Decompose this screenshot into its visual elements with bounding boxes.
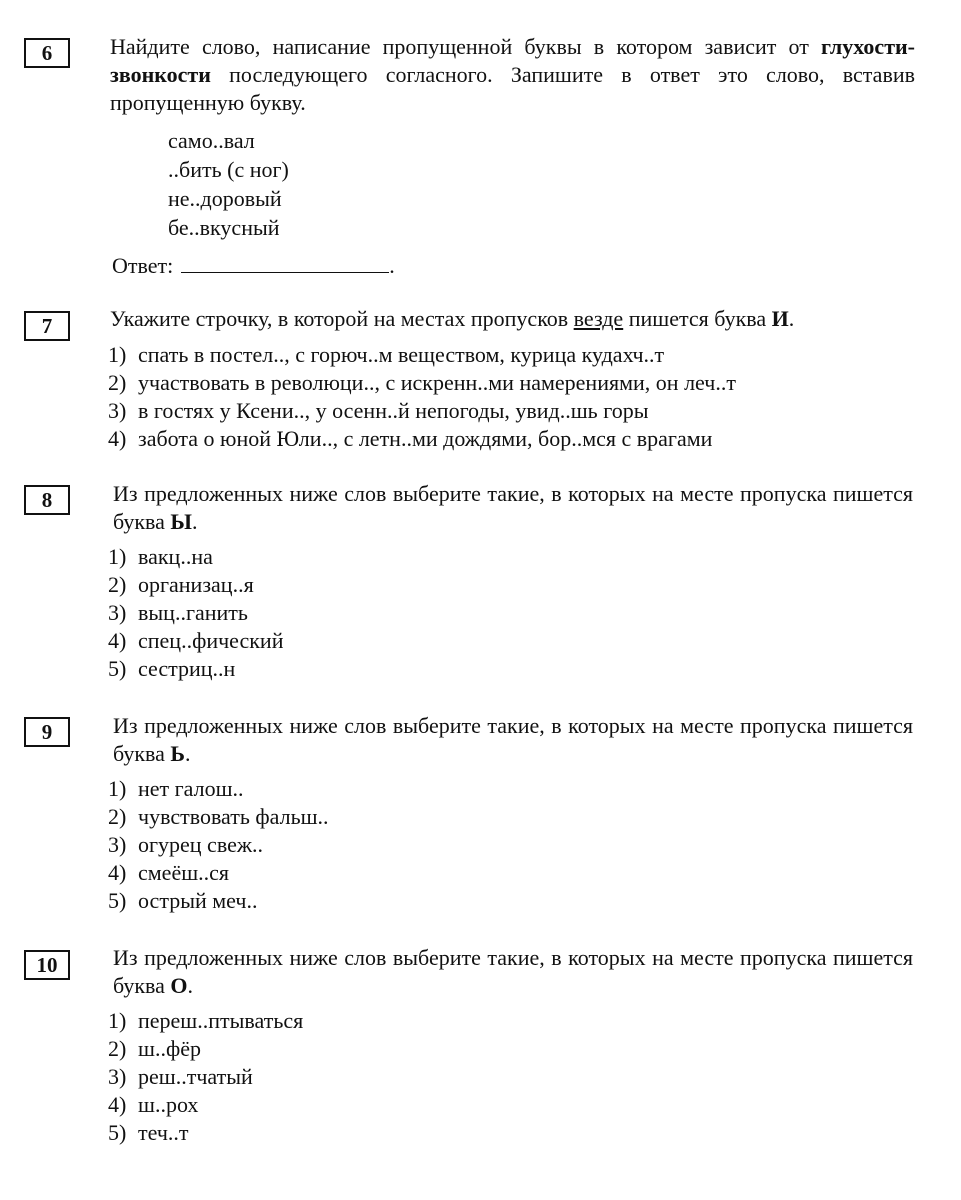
task-number-box: 10 [24,950,70,980]
target-letter: О [170,973,188,998]
option-item[interactable]: 3) в гостях у Ксени.., у осенн..й непогоды, увид..шь горы [108,398,649,423]
option-item[interactable]: 4) забота о юной Юли.., с летн..ми дождями, бор..мся с врагами [108,426,713,451]
option-item[interactable]: 5) сестриц..н [108,656,236,681]
task-number-box: 9 [24,717,70,747]
option-item[interactable]: 3) огурец свеж.. [108,832,264,857]
emphasis-bold: глухости-звонкости [110,34,915,87]
task-prompt: Найдите слово, написание пропущенной буквы в котором зависит от глухости-звонкости последующего согласного. Запишите в ответ это слово, вставив пропущенную букву. [110,34,915,115]
word-list [168,127,289,243]
target-letter: И [771,306,789,331]
option-item[interactable]: 3) реш..тчатый [108,1064,253,1089]
option-item[interactable]: 5) теч..т [108,1120,189,1145]
option-list [108,341,736,453]
task-prompt: Из предложенных ниже слов выберите такие, в которых на месте пропуска пишется буква Ь. [113,713,913,766]
answer-row: Ответ: . [112,253,395,278]
task-number-box: 8 [24,485,70,515]
task-prompt: Из предложенных ниже слов выберите такие, в которых на месте пропуска пишется буква Ы. [113,481,913,534]
option-list [108,543,283,683]
list-item: бе..вкусный [168,215,280,240]
answer-field[interactable] [181,252,389,273]
option-item[interactable]: 4) ш..рох [108,1092,199,1117]
option-item[interactable]: 1) нет галош.. [108,776,244,801]
emphasis-underline: везде [573,306,624,331]
option-item[interactable]: 4) спец..фический [108,628,284,653]
list-item: не..доровый [168,186,282,211]
option-item[interactable]: 1) переш..птываться [108,1008,304,1033]
option-item[interactable]: 2) организац..я [108,572,254,597]
option-item[interactable]: 2) чувствовать фальш.. [108,804,329,829]
option-item[interactable]: 4) смеёш..ся [108,860,230,885]
option-list [108,775,329,915]
option-list [108,1007,303,1147]
task-prompt: Из предложенных ниже слов выберите такие, в которых на месте пропуска пишется буква О. [113,945,913,998]
target-letter: Ь [170,741,185,766]
option-item[interactable]: 1) спать в постел.., с горюч..м веществом, курица кудахч..т [108,342,665,367]
list-item: ..бить (с ног) [168,157,289,182]
option-item[interactable]: 2) ш..фёр [108,1036,201,1061]
task-number-box: 6 [24,38,70,68]
list-item: само..вал [168,128,255,153]
target-letter: Ы [170,509,193,534]
option-item[interactable]: 5) острый меч.. [108,888,258,913]
answer-label: Ответ: [112,253,174,278]
option-item[interactable]: 3) выц..ганить [108,600,248,625]
task-prompt: Укажите строчку, в которой на местах пропусков везде пишется буква И. [110,306,795,331]
option-item[interactable]: 2) участвовать в революци.., с искренн..ми намерениями, он леч..т [108,370,736,395]
task-number-box: 7 [24,311,70,341]
option-item[interactable]: 1) вакц..на [108,544,213,569]
